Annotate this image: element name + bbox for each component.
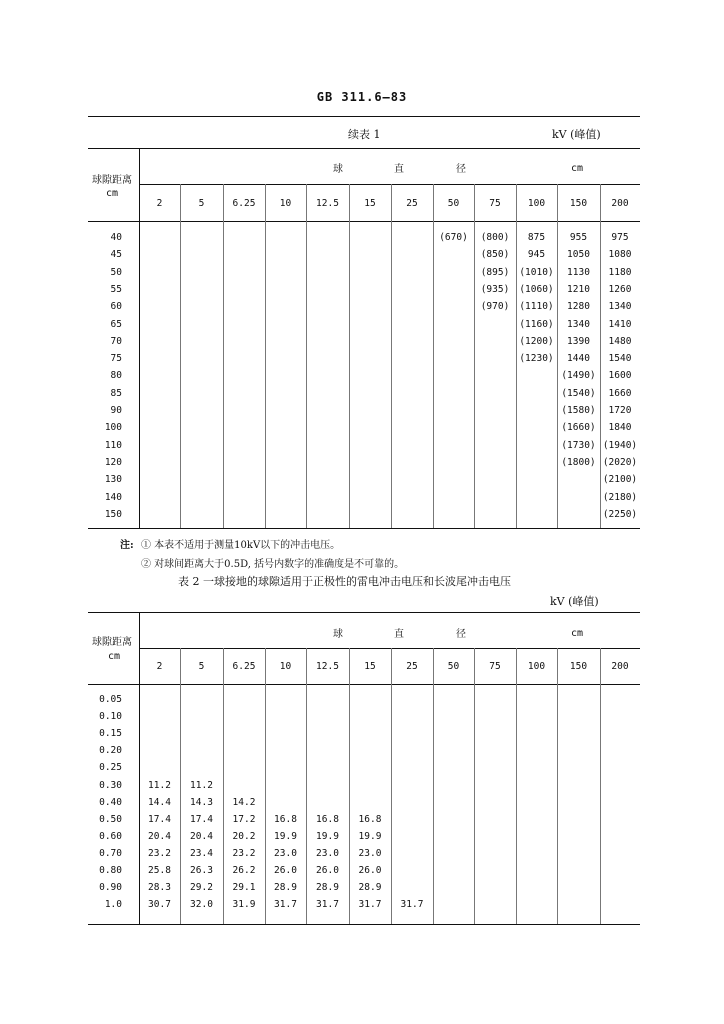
table2-cell: 16.8	[316, 813, 339, 825]
table1-cell: (1060)	[519, 283, 554, 295]
table1-cell: 1180	[608, 266, 632, 278]
table1-cell: (2020)	[602, 456, 638, 468]
table1-diameter-unit: cm	[571, 163, 584, 174]
table2-label-column-line	[139, 613, 140, 924]
table1-cell: 1340	[608, 301, 632, 313]
table1-column-header: 75	[489, 198, 501, 209]
table2-row-label: 0.90	[99, 882, 122, 894]
table1-cell: (670)	[439, 232, 468, 243]
table1-cell: 1840	[608, 422, 632, 434]
table2-cell: 23.4	[190, 847, 213, 859]
table2-row-label: 0.80	[99, 865, 122, 876]
table2-cell: 26.3	[190, 865, 213, 876]
table1-cell: 1080	[608, 249, 632, 261]
table1-top-rule	[88, 116, 640, 117]
table1-row-label: 55	[110, 283, 122, 295]
table1-column-header: 10	[279, 198, 292, 209]
table2-cell: 16.8	[274, 813, 297, 825]
table1-column-divider	[349, 184, 350, 528]
table1-row-label: 75	[110, 353, 122, 365]
table1-row-label: 60	[110, 301, 122, 313]
table1-row-header: 球隙距离	[92, 175, 132, 186]
table1-cell: (1540)	[561, 387, 596, 399]
table1-row-label: 65	[110, 318, 122, 330]
table2-column-header: 50	[447, 661, 460, 672]
table1-cell: 975	[611, 232, 629, 243]
table2-row-label: 0.20	[99, 745, 122, 757]
table1-column-divider	[223, 184, 224, 528]
table1-column-divider	[265, 184, 266, 528]
table2-row-label: 0.50	[99, 813, 122, 825]
table2-cell: 11.2	[190, 779, 213, 791]
table2-column-divider	[557, 648, 558, 924]
table1-label-column-line	[139, 149, 140, 528]
table1-column-header: 5	[198, 198, 205, 209]
table1-continuation-title: 续表 1	[348, 128, 381, 141]
table1-cell: 1410	[608, 318, 632, 330]
table1-cell: 1720	[608, 405, 632, 416]
table2-cell: 26.2	[232, 865, 256, 876]
table1-cell: (1730)	[561, 439, 596, 451]
table1-cell: 1130	[567, 266, 590, 278]
table1-row-label: 100	[104, 422, 122, 434]
table2-cell: 31.7	[358, 899, 382, 911]
table2-column-header: 15	[364, 661, 376, 672]
table2-cell: 17.4	[190, 813, 213, 825]
table1-row-label: 80	[110, 370, 122, 382]
table1-column-header: 150	[569, 198, 588, 209]
table2-cell: 16.8	[358, 813, 382, 825]
table2-column-header: 5	[198, 661, 205, 672]
table2-cell: 20.4	[190, 830, 213, 842]
table1-row-label: 40	[110, 232, 122, 243]
table1-cell: 955	[569, 232, 588, 243]
table1-cell: 1540	[608, 353, 632, 365]
table1-cell: 1390	[567, 335, 590, 347]
table2-cell: 19.9	[274, 830, 297, 842]
table1-row-label: 150	[104, 508, 122, 520]
table2-bottom-rule	[88, 924, 640, 925]
table2-cell: 20.2	[232, 830, 256, 842]
table2-column-divider	[474, 648, 475, 924]
table1-cell: (1660)	[561, 422, 596, 434]
table2-cell: 32.0	[190, 899, 213, 911]
table2-cell: 31.7	[400, 899, 424, 911]
table1-notes-label: 注:	[120, 540, 134, 551]
table1-cell: (1230)	[519, 353, 554, 365]
table1-column-header: 12.5	[316, 198, 339, 209]
table2-row-label: 1.0	[104, 899, 122, 911]
table2-cell: 25.8	[148, 865, 171, 876]
table1-column-header: 6.25	[232, 198, 256, 209]
table1-row-label: 110	[104, 439, 122, 451]
table2-column-divider	[433, 648, 434, 924]
table2-top-rule	[88, 612, 640, 613]
table1-cell: (1200)	[519, 335, 554, 347]
table2-cell: 17.2	[232, 813, 256, 825]
table2-cell: 19.9	[358, 830, 382, 842]
table1-cell: (1800)	[561, 456, 596, 468]
table1-column-header: 100	[527, 198, 546, 209]
table1-cell: (2180)	[602, 491, 638, 503]
table2-column-header: 200	[611, 661, 629, 672]
table2-column-header: 75	[489, 661, 501, 672]
table2-cell: 14.3	[190, 796, 213, 808]
table2-diameter-unit: cm	[571, 628, 584, 639]
table1-cell: (2250)	[602, 508, 638, 520]
table2-cell: 23.0	[274, 847, 297, 859]
table2-row-header-unit: cm	[108, 651, 121, 662]
table2-cell: 26.0	[358, 865, 382, 876]
table2-cell: 17.4	[148, 813, 171, 825]
table2-cell: 23.0	[316, 847, 339, 859]
table1-row-label: 45	[110, 249, 122, 261]
table1-cell: 1480	[608, 335, 632, 347]
table1-cell: 1210	[567, 283, 590, 295]
table1-cell: (1580)	[561, 405, 596, 416]
table2-cell: 28.3	[148, 882, 171, 894]
table2-row-label: 0.70	[99, 847, 122, 859]
table2-column-header: 10	[279, 661, 292, 672]
table1-cell: (935)	[480, 283, 510, 295]
table2-cell: 28.9	[274, 882, 297, 894]
table1-column-header: 25	[406, 198, 418, 209]
table2-cell: 26.0	[274, 865, 297, 876]
table2-column-header: 6.25	[232, 661, 256, 672]
table2-cell: 23.2	[148, 847, 171, 859]
table1-cell: (1940)	[602, 439, 638, 451]
table2-row-header: 球隙距离	[92, 637, 132, 648]
table1-row-label: 130	[104, 474, 122, 486]
table2-diameter-label-1: 球	[333, 629, 343, 640]
table2-column-header: 12.5	[316, 661, 339, 672]
table1-cell: (970)	[480, 301, 510, 313]
table2-cell: 28.9	[316, 882, 339, 894]
table2-row-label: 0.25	[99, 762, 122, 774]
table1-row-label: 85	[110, 387, 122, 399]
standard-code-header: GB 311.6—83	[316, 90, 408, 104]
table2-row-label: 0.30	[99, 779, 122, 791]
table1-cell: 1280	[567, 301, 590, 313]
table1-cell: (1010)	[519, 266, 554, 278]
table2-cell: 19.9	[316, 830, 339, 842]
table2-cell: 29.1	[232, 882, 256, 894]
table2-diameter-label-3: 径	[456, 629, 466, 640]
table2-cell: 30.7	[148, 899, 171, 911]
table1-cell: (895)	[480, 266, 510, 278]
table1-cell: 1440	[567, 353, 590, 365]
table2-cell: 31.7	[316, 899, 339, 911]
table1-cell: 1050	[567, 249, 590, 261]
table1-cell: (850)	[480, 249, 510, 261]
table1-column-header: 2	[156, 198, 163, 209]
table2-caption: 表 2 一球接地的球隙适用于正极性的雷电冲击电压和长波尾冲击电压	[178, 575, 511, 588]
table2-cell: 11.2	[148, 779, 171, 791]
table2-column-header: 150	[569, 661, 588, 672]
table1-column-divider	[180, 184, 181, 528]
table2-cell: 14.4	[148, 796, 171, 808]
table1-diameter-label-1: 球	[333, 164, 343, 175]
table1-cell: (1160)	[519, 318, 554, 330]
table1-row-label: 70	[110, 335, 122, 347]
table1-row-label: 120	[104, 456, 122, 468]
table1-diameter-label-3: 径	[456, 164, 466, 175]
table1-note-2: ② 对球间距离大于0.5D, 括号内数字的准确度是不可靠的。	[141, 559, 405, 570]
table2-row-label: 0.10	[99, 711, 122, 723]
table1-column-divider	[391, 184, 392, 528]
table1-row-header-unit: cm	[106, 188, 119, 199]
table2-cell: 26.0	[316, 865, 339, 876]
table1-column-header: 15	[364, 198, 376, 209]
table1-cell: 1600	[608, 370, 632, 382]
table1-row-label: 90	[110, 405, 122, 416]
table1-cell: 875	[527, 232, 546, 243]
table2-cell: 29.2	[190, 882, 213, 894]
table2-diameter-label-2: 直	[394, 629, 404, 640]
table1-bottom-rule	[88, 528, 640, 529]
table1-cell: 1260	[608, 283, 632, 295]
table2-cell: 31.9	[232, 899, 256, 911]
table1-subheader-rule	[139, 184, 640, 185]
table1-cell: (1490)	[561, 370, 596, 382]
table2-column-header: 25	[406, 661, 418, 672]
table2-cell: 20.4	[148, 830, 171, 842]
table1-unit-label: kV (峰值)	[552, 128, 601, 141]
table1-cell: 1340	[567, 318, 590, 330]
table1-cell: 1660	[608, 387, 632, 399]
table2-column-divider	[600, 648, 601, 924]
table2-unit-label: kV (峰值)	[550, 595, 599, 608]
table2-row-label: 0.40	[99, 796, 122, 808]
table1-cell: (1110)	[519, 301, 554, 313]
table1-row-label: 140	[104, 491, 122, 503]
table1-column-header: 200	[611, 198, 629, 209]
table2-column-divider	[516, 648, 517, 924]
table1-column-divider	[306, 184, 307, 528]
table1-column-header: 50	[447, 198, 460, 209]
table2-cell: 14.2	[232, 796, 256, 808]
table1-cell: (800)	[480, 232, 510, 243]
table2-row-label: 0.60	[99, 830, 122, 842]
table2-column-divider	[391, 648, 392, 924]
table1-diameter-label-2: 直	[394, 164, 404, 175]
table1-row-label: 50	[110, 266, 122, 278]
table2-cell: 28.9	[358, 882, 382, 894]
table2-row-label: 0.05	[99, 694, 122, 705]
table2-column-header: 100	[527, 661, 546, 672]
table2-cell: 23.2	[232, 847, 256, 859]
table1-note-1: ① 本表不适用于测量10kV以下的冲击电压。	[141, 540, 341, 551]
table2-cell: 23.0	[358, 847, 382, 859]
table2-subheader-rule	[139, 648, 640, 649]
table2-column-header: 2	[156, 661, 163, 672]
table1-cell: (2100)	[602, 474, 638, 486]
table2-row-label: 0.15	[99, 728, 122, 740]
table2-cell: 31.7	[274, 899, 297, 911]
table1-cell: 945	[527, 249, 546, 261]
table1-header-top-rule	[88, 148, 640, 149]
